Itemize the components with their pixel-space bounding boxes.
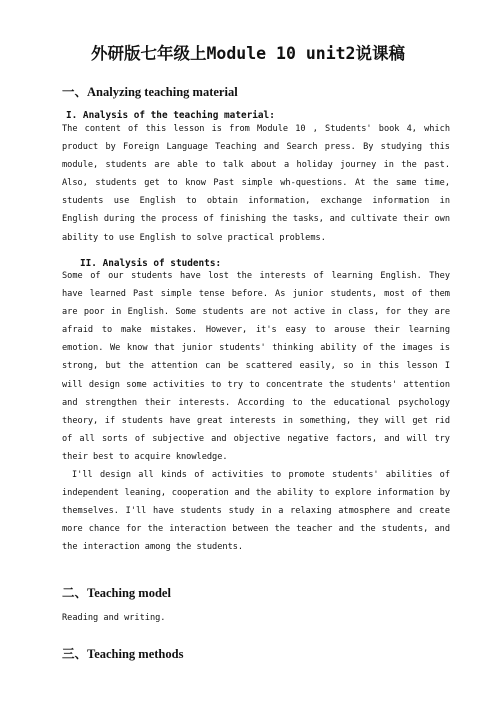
paragraph-activities: I'll design all kinds of activities to promote students' abilities of independent leaning, cooperation and the ability to explore information by themselves. I'll have students study in a relaxing atmosphere and create more chance for the interaction between the teacher and the students, and the interaction among the students. <box>62 470 450 553</box>
document-title: 外研版七年级上Module 10 unit2说课稿 <box>90 44 405 63</box>
section-heading-analyzing: 一、Analyzing teaching material <box>62 85 238 99</box>
subheading-students: II. Analysis of students: <box>80 258 222 269</box>
paragraph-material: The content of this lesson is from Module 10 , Students' book 4, which product by Foreign Language Teaching and Search press. By studying this module, students are able to talk about a holiday journey in the past. Also, students get to know Past simple wh-questions. At the same time, students use English to obtain information, exchange information in English during the process of finishing the tasks, and cultivate their own ability to use English to solve practical problems. <box>62 124 450 243</box>
paragraph-teaching-model: Reading and writing. <box>62 613 166 623</box>
section-heading-teaching-model: 二、Teaching model <box>62 586 171 600</box>
paragraph-students: Some of our students have lost the interests of learning English. They have learned Past simple tense before. As junior students, most of them are poor in English. Some students are not active in class, for they are afraid to make mistakes. However, it's easy to arouse their learning emotion. We know that junior students' thinking ability of the images is strong, but the attention can be scattered easily, so in this lesson I will design some activities to try to concentrate the students' attention and strengthen their interests. According to the educational psychology theory, if students have great interests in something, they will get rid of all sorts of subjective and objective negative factors, and will try their best to acquire knowledge. <box>62 271 450 462</box>
subheading-material: I. Analysis of the teaching material: <box>66 110 275 121</box>
section-heading-teaching-methods: 三、Teaching methods <box>62 647 184 661</box>
